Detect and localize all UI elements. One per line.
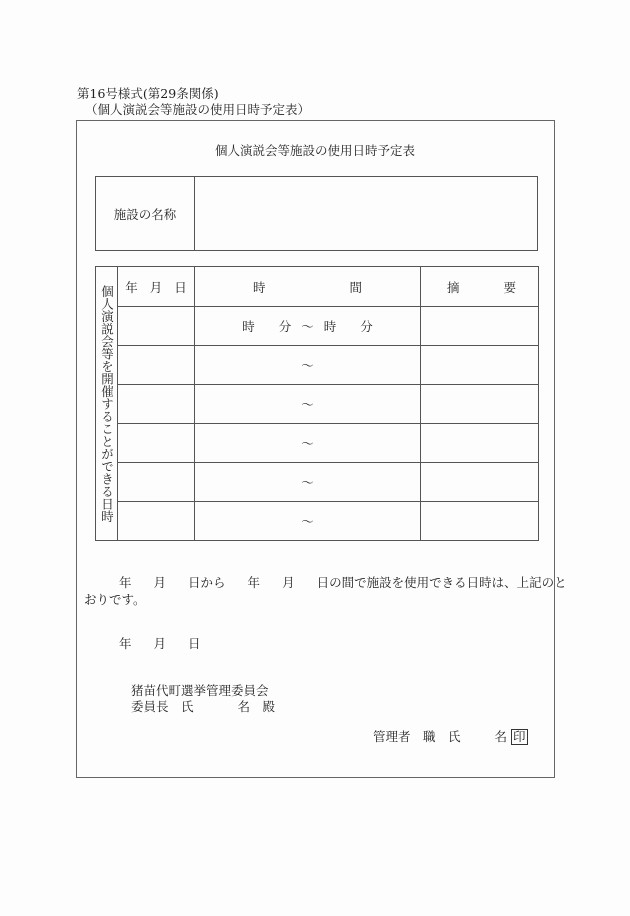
date-cell[interactable] [118, 385, 195, 424]
summary-cell[interactable] [421, 424, 539, 463]
statement-line-1: 年 月 日から 年 月 日の間で施設を使用できる日時は、上記のと [119, 575, 567, 590]
table-row [96, 463, 539, 502]
form-subtitle: （個人演説会等施設の使用日時予定表） [85, 102, 311, 117]
addressee-chair: 委員長 氏 名 殿 [131, 699, 276, 714]
statement-line-2: おりです。 [84, 592, 146, 607]
time-cell[interactable]: ～ [195, 502, 421, 541]
manager-signature: 管理者 職 氏 名 印 [373, 729, 526, 744]
time-cell[interactable]: ～ [195, 346, 421, 385]
table-row [96, 307, 539, 346]
header-time: 時 間 [195, 267, 421, 307]
date-cell[interactable] [118, 307, 195, 346]
table-row [96, 424, 539, 463]
time-cell[interactable]: ～ [195, 385, 421, 424]
date-cell[interactable] [118, 424, 195, 463]
summary-cell[interactable] [421, 346, 539, 385]
table-row [96, 385, 539, 424]
table-header-row [96, 267, 539, 307]
summary-cell[interactable] [421, 385, 539, 424]
signature-date: 年 月 日 [119, 636, 201, 651]
date-cell[interactable] [118, 346, 195, 385]
summary-cell[interactable] [421, 307, 539, 346]
time-cell[interactable]: ～ [195, 463, 421, 502]
header-date: 年 月 日 [118, 267, 195, 307]
time-cell[interactable]: 時 分 ～ 時 分 [195, 307, 421, 346]
seal-icon: 印 [513, 729, 526, 744]
facility-name-field[interactable] [195, 177, 537, 250]
facility-name-label: 施設の名称 [96, 177, 195, 250]
table-row [96, 346, 539, 385]
date-cell[interactable] [118, 463, 195, 502]
table-row [96, 502, 539, 541]
header-summary: 摘 要 [421, 267, 539, 307]
schedule-table [95, 266, 539, 541]
facility-name-box [95, 176, 538, 251]
summary-cell[interactable] [421, 502, 539, 541]
document-title: 個人演説会等施設の使用日時予定表 [214, 143, 415, 158]
addressee-committee: 猪苗代町選挙管理委員会 [131, 683, 269, 698]
summary-cell[interactable] [421, 463, 539, 502]
time-cell[interactable]: ～ [195, 424, 421, 463]
form-number: 第16号様式(第29条関係) [77, 86, 219, 101]
side-label: 個人演説会等を開催することができる日時 [96, 267, 118, 541]
date-cell[interactable] [118, 502, 195, 541]
